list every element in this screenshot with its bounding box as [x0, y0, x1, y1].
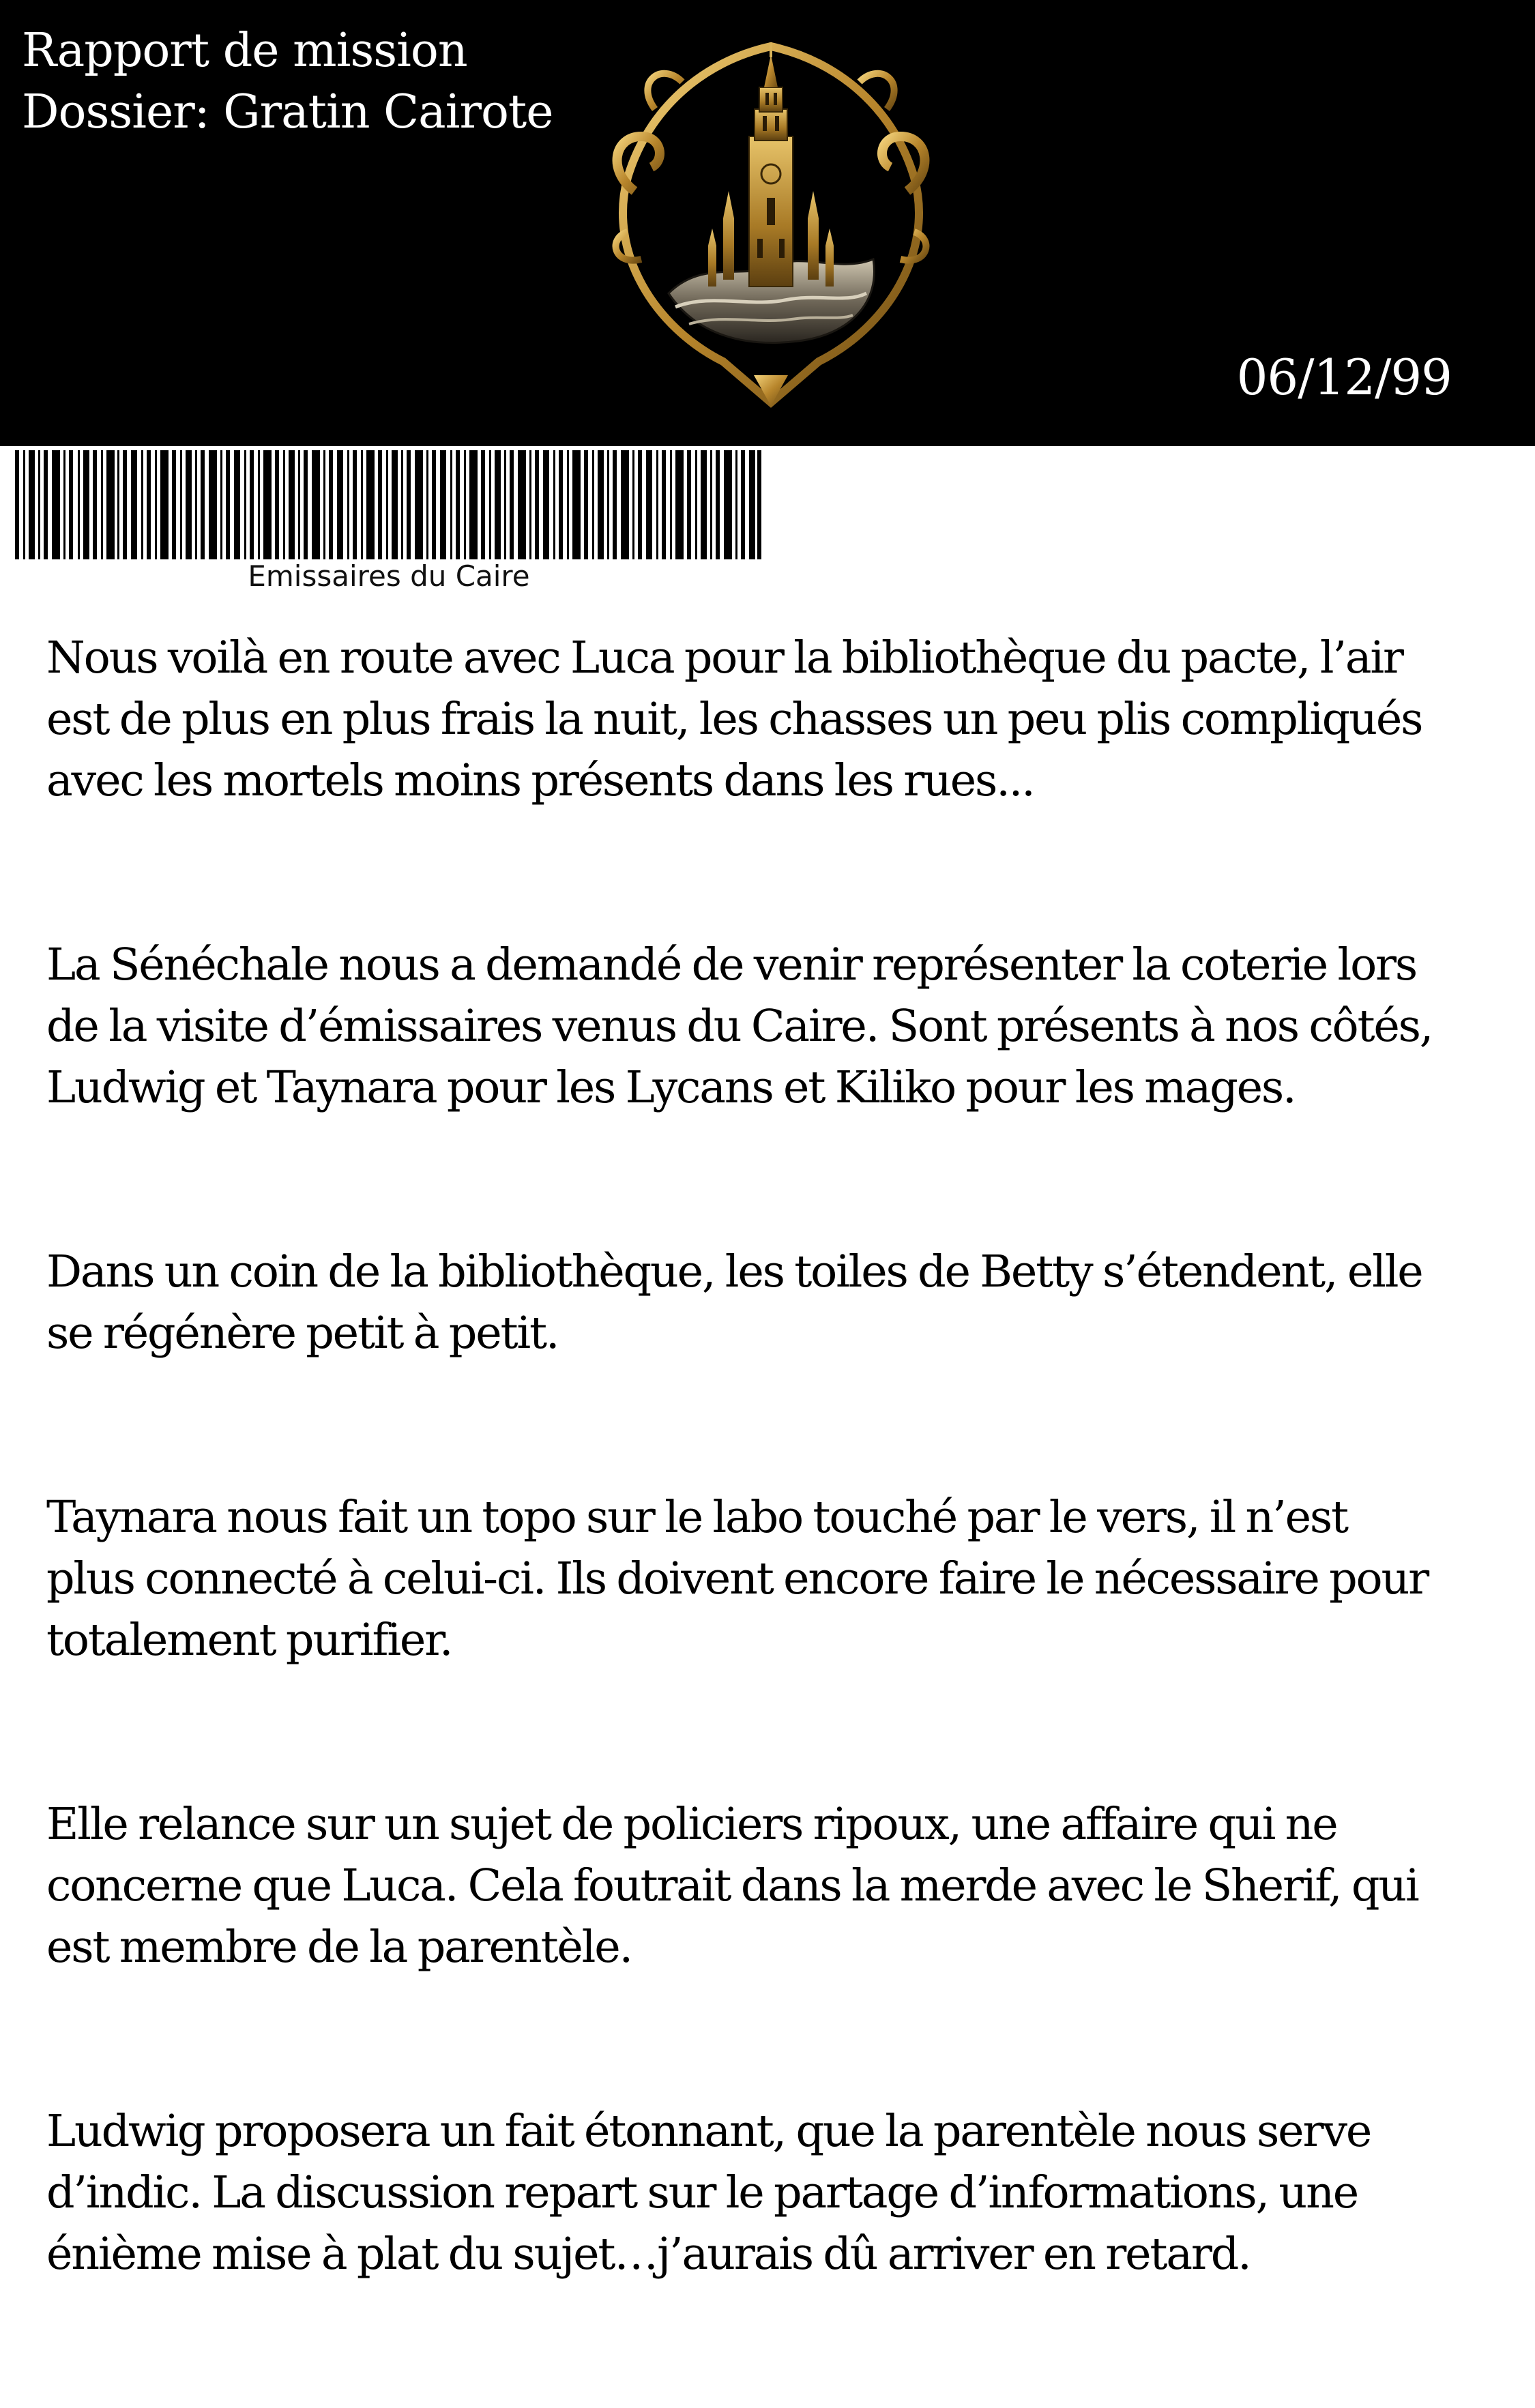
barcode-caption: Emissaires du Caire — [248, 559, 530, 593]
report-title — [22, 20, 553, 143]
paragraph-line: de la visite d’émissaires venus du Caire. Sont présents à nos côtés, — [46, 1001, 1433, 1052]
report-date: 06/12/99 — [1236, 349, 1452, 406]
golden-tower-emblem-icon — [594, 34, 948, 416]
paragraph — [46, 935, 1513, 1119]
paragraph-line: concerne que Luca. Cela foutrait dans la merde avec le Sherif, qui — [46, 1860, 1418, 1911]
paragraph-line: Nous voilà en route avec Luca pour la bibliothèque du pacte, l’air — [46, 632, 1403, 684]
paragraph — [46, 628, 1513, 812]
paragraph-line: d’indic. La discussion repart sur le partage d’informations, une — [46, 2167, 1358, 2218]
paragraph-line: Elle relance sur un sujet de policiers ripoux, une affaire qui ne — [46, 1799, 1337, 1850]
paragraph-line: énième mise à plat du sujet…j’aurais dû arriver en retard. — [46, 2229, 1251, 2280]
paragraph — [46, 2101, 1513, 2285]
paragraph-line: se régénère petit à petit. — [46, 1308, 559, 1359]
paragraph-line: plus connecté à celui-ci. Ils doivent encore faire le nécessaire pour — [46, 1553, 1429, 1604]
paragraph-line: La Sénéchale nous a demandé de venir représenter la coterie lors — [46, 939, 1417, 990]
paragraph-line: avec les mortels moins présents dans les rues... — [46, 755, 1034, 806]
dossier-title: Dossier: Gratin Cairote — [22, 85, 553, 139]
paragraph-line: Dans un coin de la bibliothèque, les toiles de Betty s’étendent, elle — [46, 1246, 1422, 1297]
paragraph — [46, 1242, 1513, 1364]
paragraph — [46, 1487, 1513, 1671]
paragraph-line: Ludwig et Taynara pour les Lycans et Kiliko pour les mages. — [46, 1062, 1296, 1113]
paragraph-line: Taynara nous fait un topo sur le labo touché par le vers, il n’est — [46, 1492, 1347, 1543]
paragraph — [46, 1794, 1513, 1978]
report-title-line-1: Rapport de mission — [22, 24, 467, 78]
paragraph-line: est membre de la parentèle. — [46, 1922, 632, 1973]
header-banner — [0, 0, 1535, 446]
paragraph-line: totalement purifier. — [46, 1615, 452, 1666]
paragraph-line: est de plus en plus frais la nuit, les chasses un peu plis compliqués — [46, 694, 1422, 745]
paragraph-line: Ludwig proposera un fait étonnant, que la parentèle nous serve — [46, 2106, 1371, 2157]
barcode-icon — [15, 450, 761, 559]
report-body — [46, 628, 1513, 2408]
